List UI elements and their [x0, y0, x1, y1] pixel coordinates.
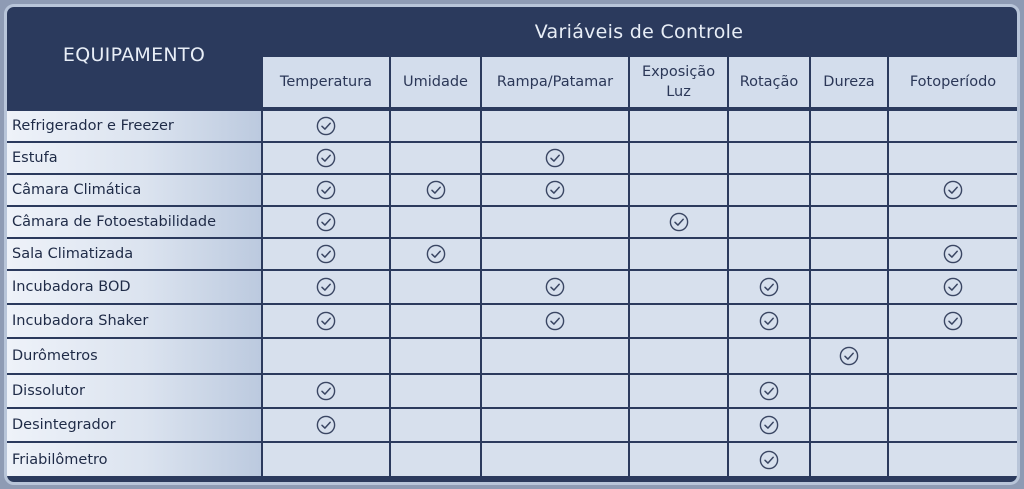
table-cell: [391, 305, 480, 337]
check-circle-icon: [669, 212, 689, 232]
table-cell: [729, 271, 809, 303]
table-cell: [729, 111, 809, 141]
table-cell: [729, 305, 809, 337]
table-cell: [630, 443, 727, 476]
table-cell: [482, 239, 628, 269]
table-cell: [391, 409, 480, 441]
table-cell: [729, 143, 809, 173]
check-circle-icon: [426, 180, 446, 200]
check-circle-icon: [426, 244, 446, 264]
equipment-header: EQUIPAMENTO: [62, 44, 206, 66]
table-cell: [391, 207, 480, 237]
table-cell: [263, 175, 389, 205]
table-cell: [811, 207, 887, 237]
table-cell: [482, 409, 628, 441]
column-header-umidade: Umidade: [391, 57, 480, 107]
check-circle-icon: [316, 116, 336, 136]
table-cell: [263, 239, 389, 269]
table-cell: [630, 239, 727, 269]
table-cell: [889, 207, 1017, 237]
table-cell: [889, 375, 1017, 407]
table-cell: [391, 175, 480, 205]
check-circle-icon: [943, 180, 963, 200]
table-cell: [889, 443, 1017, 476]
table-cell: [630, 409, 727, 441]
row-label: Desintegrador: [7, 409, 261, 441]
table-cell: [811, 239, 887, 269]
column-header-dureza: Dureza: [811, 57, 887, 107]
check-circle-icon: [316, 381, 336, 401]
table-cell: [729, 175, 809, 205]
table-cell: [889, 111, 1017, 141]
check-circle-icon: [943, 277, 963, 297]
check-circle-icon: [545, 277, 565, 297]
row-label: Estufa: [7, 143, 261, 173]
table-cell: [729, 375, 809, 407]
row-label: Refrigerador e Freezer: [7, 111, 261, 141]
check-circle-icon: [759, 311, 779, 331]
check-circle-icon: [316, 148, 336, 168]
table-cell: [263, 443, 389, 476]
table-cell: [811, 339, 887, 373]
check-circle-icon: [545, 148, 565, 168]
table-cell: [889, 305, 1017, 337]
table-cell: [482, 175, 628, 205]
table-cell: [263, 143, 389, 173]
table-cell: [811, 111, 887, 141]
check-circle-icon: [759, 381, 779, 401]
row-label: Durômetros: [7, 339, 261, 373]
table-cell: [482, 305, 628, 337]
table-cell: [811, 305, 887, 337]
check-circle-icon: [545, 180, 565, 200]
table-cell: [482, 143, 628, 173]
table-cell: [729, 207, 809, 237]
row-label: Câmara Climática: [7, 175, 261, 205]
table-cell: [889, 239, 1017, 269]
table-cell: [391, 375, 480, 407]
table-cell: [263, 207, 389, 237]
column-header-temperatura: Temperatura: [263, 57, 389, 107]
table-cell: [889, 143, 1017, 173]
table-cell: [391, 443, 480, 476]
table-cell: [391, 271, 480, 303]
check-circle-icon: [316, 212, 336, 232]
row-label: Dissolutor: [7, 375, 261, 407]
check-circle-icon: [943, 244, 963, 264]
check-circle-icon: [545, 311, 565, 331]
table-cell: [889, 409, 1017, 441]
row-label: Incubadora Shaker: [7, 305, 261, 337]
row-label: Câmara de Fotoestabilidade: [7, 207, 261, 237]
table-cell: [811, 143, 887, 173]
table-cell: [630, 271, 727, 303]
table-cell: [482, 339, 628, 373]
table-cell: [482, 443, 628, 476]
row-label: Incubadora BOD: [7, 271, 261, 303]
table-cell: [630, 175, 727, 205]
table-cell: [811, 409, 887, 441]
table-cell: [811, 271, 887, 303]
table-cell: [630, 143, 727, 173]
row-label: Friabilômetro: [7, 443, 261, 476]
check-circle-icon: [316, 415, 336, 435]
table-cell: [811, 175, 887, 205]
table-cell: [391, 143, 480, 173]
table-cell: [391, 239, 480, 269]
table-cell: [630, 305, 727, 337]
table-cell: [889, 339, 1017, 373]
table-cell: [482, 207, 628, 237]
check-circle-icon: [316, 244, 336, 264]
table-cell: [482, 111, 628, 141]
table-cell: [263, 111, 389, 141]
table-cell: [811, 443, 887, 476]
table-cell: [391, 111, 480, 141]
check-circle-icon: [943, 311, 963, 331]
table-cell: [889, 175, 1017, 205]
table-cell: [263, 339, 389, 373]
table-cell: [263, 305, 389, 337]
table-cell: [263, 409, 389, 441]
column-header-rotação: Rotação: [729, 57, 809, 107]
check-circle-icon: [316, 311, 336, 331]
table-cell: [630, 339, 727, 373]
check-circle-icon: [759, 415, 779, 435]
control-variables-table: [4, 4, 1020, 485]
row-label: Sala Climatizada: [7, 239, 261, 269]
table-cell: [630, 111, 727, 141]
table-cell: [391, 339, 480, 373]
check-circle-icon: [759, 450, 779, 470]
table-cell: [630, 207, 727, 237]
check-circle-icon: [316, 277, 336, 297]
table-cell: [263, 271, 389, 303]
table-cell: [729, 239, 809, 269]
table-cell: [811, 375, 887, 407]
check-circle-icon: [759, 277, 779, 297]
table-cell: [729, 409, 809, 441]
table-cell: [630, 375, 727, 407]
table-cell: [482, 271, 628, 303]
variables-header: Variáveis de Controle: [534, 21, 744, 43]
check-circle-icon: [316, 180, 336, 200]
column-header-exposição-luz: Exposição Luz: [630, 57, 727, 107]
table-cell: [482, 375, 628, 407]
table-cell: [729, 339, 809, 373]
column-header-fotoperíodo: Fotoperíodo: [889, 57, 1017, 107]
table-cell: [729, 443, 809, 476]
column-header-rampa-patamar: Rampa/Patamar: [482, 57, 628, 107]
table-cell: [263, 375, 389, 407]
check-circle-icon: [839, 346, 859, 366]
table-cell: [889, 271, 1017, 303]
